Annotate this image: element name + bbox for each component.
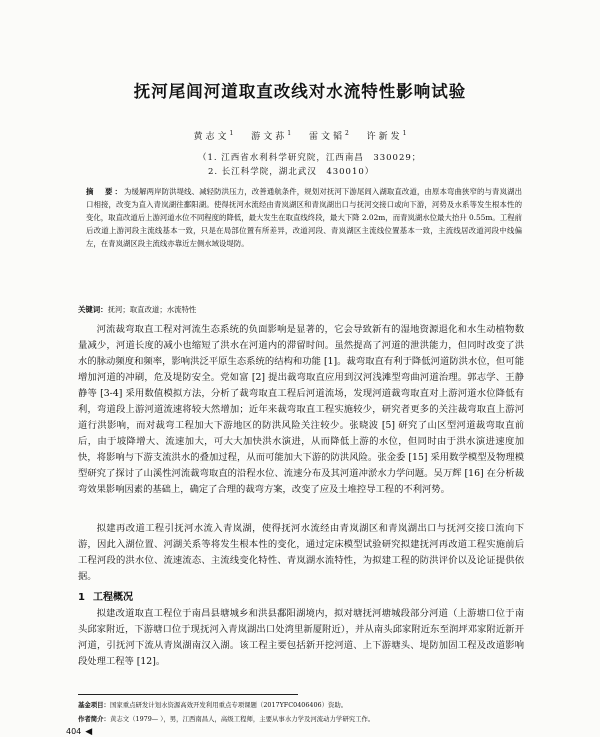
arrow-left-icon: ◀	[85, 727, 93, 737]
body-paragraph: 拟建改道取直工程位于南昌县塘城乡和洪县鄱阳湖境内，拟对塘抚河塘城段部分河道（上游塘口位于南头邱家附近，下游塘口位于现抚河入青岚湖出口处湾里新厦附近），并从南头邱家附近东至润坪邓家附近新开河道，引抚河下流从青岚湖南汉入湖。该工程主要包括新开挖河道、上下游塘头、堤防加固工程及改道影响段处理工程等 [12]。	[78, 608, 524, 667]
footnote-rule	[78, 694, 298, 695]
body-paragraph: 河流裁弯取直工程对河流生态系统的负面影响是显著的，它会导致新有的湿地资源退化和水生动植物数量减少，河道长度的减小也缩短了洪水在河道内的滞留时间。虽然提高了河道的泄洪能力，但同时改变了洪水的脉动频度和频率，影响洪泛平原生态系统的结构和功能 [1]。裁弯取直有利于降低河道防洪水位，但可能增加河道的冲刷，危及堤防安全。党如富 [2] 提出裁弯取直应用到汉河浅滩型弯曲河道治理。郭志学、王静静等 [3-4] 采用数值模拟方法，分析了裁弯取直工程后河道流场，发现河道裁弯取直对上游河道水位降低有利，弯道段上游河道流速将较大然增加；近年来裁弯取直工程实施较少，研究者更多的关注裁弯取直上游河道行洪影响，而对裁弯工程加大下游地区的防洪风险关注较少。张晓波 [5] 研究了山区型河道裁弯取直前后，由于坡降增大、流速加大，可大大加快洪水演进，从而降低上游的水位，但同时由于洪水演进速度加快，将影响与下游支流洪水的叠加过程，从而可能加大下游的防洪风险。张金委 [15] 采用数学模型及物理模型研究了探讨了山溪性河流裁弯取直的沿程水位、流速分布及其河道冲淤水力学问题。吴万辉 [16] 在分析裁弯效果影响因素的基础上，确定了合理的裁弯方案，改变了应及土堆控导工程的不利河势。	[78, 324, 524, 495]
author: 游文荪$^1$	[251, 130, 292, 142]
page-number: 404	[66, 727, 82, 736]
page-footer	[66, 727, 92, 737]
section-number: 1	[78, 592, 85, 603]
keywords	[78, 303, 518, 316]
section-heading	[78, 588, 133, 603]
paper-title: 抚河尾闾河道取直改线对水流特性影响试验	[133, 82, 467, 101]
body-paragraph: 拟建再改道工程引抚河水流入青岚湖，使得抚河水流经由青岚湖区和青岚湖出口与抚河交接口流向下游，因此入湖位置、河湖关系等将发生根本性的变化，通过定床模型试验研究拟建抚河再改道工程实施前后工程河段的洪水位、流速流态、主流线变化特性、青岚湖水流特性，为拟建工程的防洪评价以及论证提供依据。	[78, 523, 524, 582]
footnote-author-bio: 作者简介：黄志文（1979— ），男，江西南昌人，高级工程师，主要从事水力学及河流动力学研究工作。	[78, 715, 375, 723]
footnote-funding: 基金项目：国家重点研发计划水资源高效开发利用重点专项课题（2017YFC0406406）资助。	[78, 701, 348, 709]
affiliation: （1. 江西省水利科学研究院，江西南昌 330029；	[198, 153, 422, 163]
keywords-text: 抚河；取直改道；水流特性	[107, 305, 197, 314]
author: 许新发$^1$	[366, 130, 407, 142]
section-title: 工程概况	[92, 592, 133, 603]
abstract-label: 摘 要：	[86, 187, 125, 196]
keywords-label: 关键词：	[78, 305, 108, 314]
abstract	[86, 185, 522, 250]
affiliation: 2. 长江科学院，湖北武汉 430010）	[208, 167, 375, 177]
author: 雷文韬$^2$	[308, 130, 349, 142]
abstract-text: 为缓解两岸防洪堤线、减轻防洪压力，改善通航条件，规划对抚河下游尾闾入湖取直改道，由原本弯曲狭窄的与青岚湖出口相接，改变为直入青岚湖往鄱阳湖。使得抚河水流经由青岚湖区和青岚湖出口与抚河交接口或向下游，河势及水系等发生根本性的变化，取直改道后上游河道水位不同程度的降低，最大发生在取直线终段，最大下降 2.02m，而青岚湖水位最大抬升 0.55m。工程前后改道上游河段主流线基本一致，只是在局部位置有所差异，改道河段、青岚湖区主流线位置基本一致，主流线居改道河段中线偏左，在青岚湖区段主流线亦靠近左侧水域设堤防。	[86, 187, 522, 249]
author: 黄志文$^1$	[193, 130, 234, 142]
author-list	[0, 129, 600, 142]
